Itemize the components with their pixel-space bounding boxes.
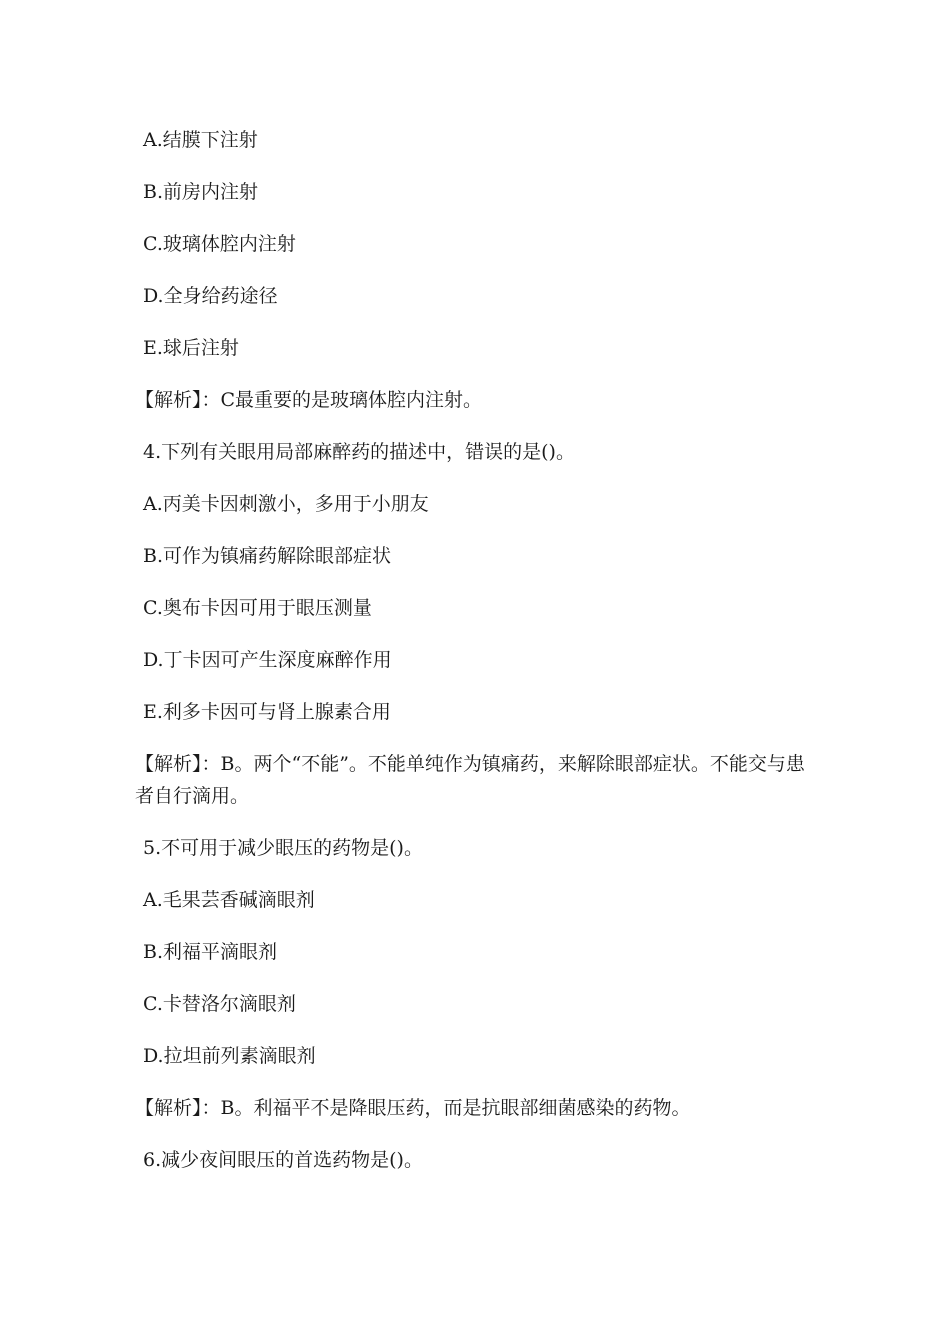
analysis-text: ：B。两个“不能”。不能单纯作为镇痛药，来解除眼部症状。不能交与患者自行滴用。 (135, 753, 805, 807)
q6-stem: 6.减少夜间眼压的首选药物是()。 (143, 1149, 423, 1171)
q5-option-c: C.卡替洛尔滴眼剂 (143, 993, 296, 1015)
q4-stem: 4.下列有关眼用局部麻醉药的描述中，错误的是()。 (143, 441, 575, 463)
analysis-text: ：C最重要的是玻璃体腔内注射。 (201, 389, 483, 411)
q3-analysis (135, 384, 823, 416)
q5-stem: 5.不可用于减少眼压的药物是()。 (143, 837, 423, 859)
q4-option-e: E.利多卡因可与肾上腺素合用 (143, 701, 391, 723)
q3-option-b: B.前房内注射 (143, 181, 259, 203)
q4-option-c: C.奥布卡因可用于眼压测量 (143, 597, 372, 619)
q4-option-a: A.丙美卡因刺激小，多用于小朋友 (143, 493, 429, 515)
q3-option-a: A.结膜下注射 (143, 129, 258, 151)
q4-option-b: B.可作为镇痛药解除眼部症状 (143, 545, 392, 567)
page-content (135, 124, 823, 1196)
q5-analysis (135, 1092, 823, 1124)
q5-option-b: B.利福平滴眼剂 (143, 941, 278, 963)
analysis-tag: 【解析】 (135, 753, 202, 775)
q4-option-d: D.丁卡因可产生深度麻醉作用 (143, 649, 392, 671)
analysis-text: ：B。利福平不是降眼压药，而是抗眼部细菌感染的药物。 (201, 1097, 691, 1119)
q3-option-c: C.玻璃体腔内注射 (143, 233, 296, 255)
analysis-tag: 【解析】 (135, 389, 202, 411)
q5-option-a: A.毛果芸香碱滴眼剂 (143, 889, 315, 911)
q5-option-d: D.拉坦前列素滴眼剂 (143, 1045, 316, 1067)
q3-option-d: D.全身给药途径 (143, 285, 278, 307)
q3-option-e: E.球后注射 (143, 337, 239, 359)
analysis-tag: 【解析】 (135, 1097, 202, 1119)
q4-analysis (135, 748, 823, 812)
